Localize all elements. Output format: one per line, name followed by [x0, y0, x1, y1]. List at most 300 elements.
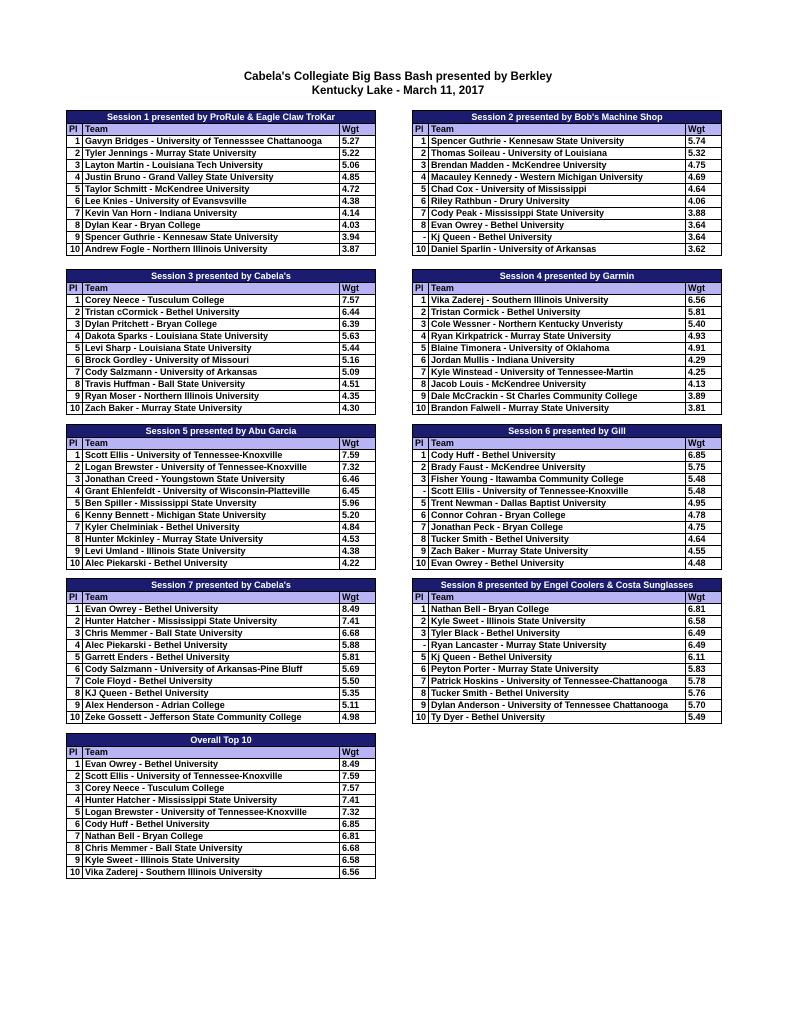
- weight-cell: 6.44: [340, 307, 376, 319]
- table-row: [413, 712, 722, 724]
- team-cell: Cody Salzmann - University of Arkansas: [83, 367, 340, 379]
- weight-cell: 6.49: [685, 640, 721, 652]
- team-cell: Jonathan Creed - Youngstown State University: [83, 474, 340, 486]
- place-cell: 1: [413, 450, 429, 462]
- place-cell: 7: [67, 208, 83, 220]
- table-row: [67, 855, 376, 867]
- team-cell: Zach Baker - Murray State University: [83, 403, 340, 415]
- place-cell: 6: [413, 355, 429, 367]
- table-title: Session 3 presented by Cabela's: [67, 270, 376, 283]
- column-header-pl: Pl: [413, 124, 429, 136]
- column-header-wgt: Wgt: [340, 283, 376, 295]
- place-cell: 6: [67, 664, 83, 676]
- column-header-team: Team: [83, 747, 340, 759]
- table-row: [67, 391, 376, 403]
- table-row: [67, 676, 376, 688]
- table-row: [67, 558, 376, 570]
- place-cell: 1: [413, 136, 429, 148]
- place-cell: 3: [413, 474, 429, 486]
- weight-cell: 5.96: [339, 498, 375, 510]
- team-cell: Chris Memmer - Ball State University: [83, 628, 340, 640]
- table-row: [67, 498, 376, 510]
- standings-table: [412, 110, 722, 256]
- weight-cell: 4.22: [339, 558, 375, 570]
- team-cell: Gavyn Bridges - University of Tennesssee Chattanooga: [83, 136, 340, 148]
- weight-cell: 4.55: [685, 546, 721, 558]
- table-row: [413, 450, 722, 462]
- results-table-session-5: [66, 424, 376, 570]
- weight-cell: 4.03: [339, 220, 375, 232]
- weight-cell: 4.98: [340, 712, 376, 724]
- table-row: [67, 616, 376, 628]
- team-cell: Spencer Guthrie - Kennesaw State University: [429, 136, 686, 148]
- weight-cell: 6.58: [339, 855, 375, 867]
- team-cell: Thomas Soileau - University of Louisiana: [429, 148, 686, 160]
- place-cell: 6: [67, 510, 83, 522]
- place-cell: 8: [67, 688, 83, 700]
- table-row: [67, 184, 376, 196]
- table-row: [413, 664, 722, 676]
- team-cell: Scott Ellis - University of Tennessee-Knoxville: [429, 486, 686, 498]
- team-cell: Brandon Falwell - Murray State University: [429, 403, 686, 415]
- team-cell: Tyler Black - Bethel University: [429, 628, 686, 640]
- weight-cell: 4.72: [339, 184, 375, 196]
- team-cell: Vika Zaderej - Southern Illinois University: [429, 295, 686, 307]
- table-row: [67, 759, 376, 771]
- team-cell: Chad Cox - University of Mississippi: [429, 184, 686, 196]
- place-cell: 4: [67, 331, 83, 343]
- weight-cell: 4.30: [340, 403, 376, 415]
- table-row: [413, 232, 722, 244]
- column-header-team: Team: [83, 438, 340, 450]
- standings-table: [66, 424, 376, 570]
- place-cell: 10: [413, 558, 429, 570]
- weight-cell: 6.45: [339, 486, 375, 498]
- column-header-team: Team: [429, 592, 686, 604]
- place-cell: 10: [67, 244, 83, 256]
- table-row: [413, 534, 722, 546]
- team-cell: Levi Umland - Illinois State University: [83, 546, 340, 558]
- weight-cell: 4.95: [685, 498, 721, 510]
- place-cell: 6: [413, 510, 429, 522]
- weight-cell: 6.49: [685, 628, 721, 640]
- team-cell: Nathan Bell - Bryan College: [83, 831, 340, 843]
- weight-cell: 8.49: [340, 604, 376, 616]
- place-cell: 1: [67, 450, 83, 462]
- team-cell: Macauley Kennedy - Western Michigan University: [429, 172, 686, 184]
- column-header-team: Team: [429, 283, 686, 295]
- place-cell: 7: [67, 522, 83, 534]
- column-header-wgt: Wgt: [339, 124, 375, 136]
- weight-cell: 5.40: [685, 319, 721, 331]
- weight-cell: 4.75: [685, 160, 721, 172]
- results-table-session-1: [66, 110, 376, 256]
- place-cell: 1: [67, 136, 83, 148]
- weight-cell: 5.32: [685, 148, 721, 160]
- team-cell: Tristan Cormick - Bethel University: [429, 307, 686, 319]
- table-row: [413, 546, 722, 558]
- team-cell: Patrick Hoskins - University of Tennessee-Chattanooga: [429, 676, 686, 688]
- table-row: [67, 307, 376, 319]
- place-cell: 6: [413, 196, 429, 208]
- team-cell: Kevin Van Horn - Indiana University: [83, 208, 340, 220]
- team-cell: Hunter Mckinley - Murray State University: [83, 534, 340, 546]
- place-cell: -: [413, 232, 429, 244]
- place-cell: 7: [67, 367, 83, 379]
- team-cell: Blaine Timonera - University of Oklahoma: [429, 343, 686, 355]
- team-cell: Corey Neece - Tusculum College: [83, 295, 340, 307]
- weight-cell: 5.06: [339, 160, 375, 172]
- place-cell: 4: [67, 486, 83, 498]
- weight-cell: 4.38: [339, 546, 375, 558]
- table-row: [67, 843, 376, 855]
- weight-cell: 4.75: [685, 522, 721, 534]
- place-cell: 4: [413, 172, 429, 184]
- team-cell: Cole Floyd - Bethel University: [83, 676, 340, 688]
- team-cell: Kyle Winstead - University of Tennessee-Martin: [429, 367, 686, 379]
- table-row: [413, 676, 722, 688]
- weight-cell: 6.56: [685, 295, 721, 307]
- table-row: [413, 379, 722, 391]
- weight-cell: 6.85: [339, 819, 375, 831]
- place-cell: 10: [413, 403, 429, 415]
- place-cell: 8: [67, 220, 83, 232]
- team-cell: Taylor Schmitt - McKendree University: [83, 184, 340, 196]
- place-cell: 6: [413, 664, 429, 676]
- place-cell: 5: [67, 498, 83, 510]
- table-row: [67, 534, 376, 546]
- column-header-team: Team: [83, 592, 340, 604]
- place-cell: 1: [413, 295, 429, 307]
- column-header-pl: Pl: [413, 283, 429, 295]
- team-cell: Jordan Mullis - Indiana University: [429, 355, 686, 367]
- weight-cell: 6.39: [340, 319, 376, 331]
- place-cell: 3: [413, 628, 429, 640]
- table-row: [67, 546, 376, 558]
- table-row: [67, 331, 376, 343]
- team-cell: Justin Bruno - Grand Valley State University: [83, 172, 340, 184]
- team-cell: Ryan Lancaster - Murray State University: [429, 640, 686, 652]
- weight-cell: 5.49: [685, 712, 721, 724]
- standings-table: [412, 424, 722, 570]
- weight-cell: 5.88: [340, 640, 376, 652]
- column-header-team: Team: [429, 438, 686, 450]
- column-header-wgt: Wgt: [340, 592, 376, 604]
- team-cell: Kyle Sweet - Illinois State University: [429, 616, 686, 628]
- table-row: [67, 208, 376, 220]
- place-cell: -: [413, 640, 429, 652]
- table-row: [413, 220, 722, 232]
- table-row: [67, 160, 376, 172]
- place-cell: 5: [67, 652, 83, 664]
- team-cell: Ty Dyer - Bethel University: [429, 712, 686, 724]
- team-cell: Cody Salzmann - University of Arkansas-Pine Bluff: [83, 664, 340, 676]
- team-cell: Zach Baker - Murray State University: [429, 546, 686, 558]
- table-row: [413, 616, 722, 628]
- weight-cell: 5.70: [685, 700, 721, 712]
- weight-cell: 4.78: [685, 510, 721, 522]
- place-cell: 9: [413, 700, 429, 712]
- weight-cell: 5.74: [685, 136, 721, 148]
- place-cell: 5: [413, 652, 429, 664]
- team-cell: Scott Ellis - University of Tennessee-Knoxville: [83, 771, 340, 783]
- table-row: [67, 486, 376, 498]
- table-row: [67, 232, 376, 244]
- team-cell: Hunter Hatcher - Mississippi State University: [83, 795, 340, 807]
- place-cell: 10: [67, 712, 83, 724]
- place-cell: 9: [413, 391, 429, 403]
- column-header-wgt: Wgt: [685, 124, 721, 136]
- weight-cell: 8.49: [339, 759, 375, 771]
- weight-cell: 6.68: [339, 843, 375, 855]
- team-cell: Garrett Enders - Bethel University: [83, 652, 340, 664]
- place-cell: 1: [67, 604, 83, 616]
- table-row: [413, 486, 722, 498]
- team-cell: Alec Piekarski - Bethel University: [83, 558, 340, 570]
- table-row: [67, 474, 376, 486]
- table-row: [413, 604, 722, 616]
- table-row: [413, 498, 722, 510]
- weight-cell: 7.57: [339, 783, 375, 795]
- team-cell: Brendan Madden - McKendree University: [429, 160, 686, 172]
- team-cell: Brady Faust - McKendree University: [429, 462, 686, 474]
- team-cell: Evan Owrey - Bethel University: [83, 604, 340, 616]
- weight-cell: 5.50: [340, 676, 376, 688]
- column-header-wgt: Wgt: [685, 438, 721, 450]
- results-table-session-4: [412, 269, 722, 415]
- table-row: [413, 558, 722, 570]
- weight-cell: 3.88: [685, 208, 721, 220]
- weight-cell: 3.64: [685, 232, 721, 244]
- weight-cell: 3.62: [685, 244, 721, 256]
- table-row: [67, 807, 376, 819]
- place-cell: 3: [67, 474, 83, 486]
- place-cell: 4: [67, 172, 83, 184]
- column-header-pl: Pl: [67, 124, 83, 136]
- team-cell: Alec Piekarski - Bethel University: [83, 640, 340, 652]
- weight-cell: 4.64: [685, 534, 721, 546]
- team-cell: Logan Brewster - University of Tennessee-Knoxville: [83, 807, 340, 819]
- team-cell: Layton Martin - Louisiana Tech University: [83, 160, 340, 172]
- results-table-session-6: [412, 424, 722, 570]
- column-header-pl: Pl: [67, 592, 83, 604]
- table-row: [413, 172, 722, 184]
- place-cell: 5: [67, 343, 83, 355]
- team-cell: Trent Newman - Dallas Baptist University: [429, 498, 686, 510]
- place-cell: 2: [413, 616, 429, 628]
- place-cell: 10: [67, 403, 83, 415]
- table-row: [67, 712, 376, 724]
- place-cell: 2: [413, 307, 429, 319]
- team-cell: Vika Zaderej - Southern Illinois University: [83, 867, 340, 879]
- team-cell: Cody Peak - Mississippi State University: [429, 208, 686, 220]
- team-cell: Cody Huff - Bethel University: [83, 819, 340, 831]
- table-row: [413, 244, 722, 256]
- weight-cell: 4.38: [339, 196, 375, 208]
- place-cell: 8: [413, 379, 429, 391]
- table-row: [67, 783, 376, 795]
- table-row: [67, 510, 376, 522]
- team-cell: Tucker Smith - Bethel University: [429, 688, 686, 700]
- table-row: [67, 795, 376, 807]
- weight-cell: 6.46: [339, 474, 375, 486]
- place-cell: 5: [67, 184, 83, 196]
- team-cell: KJ Queen - Bethel University: [83, 688, 340, 700]
- table-row: [67, 148, 376, 160]
- table-title: Session 7 presented by Cabela's: [67, 579, 376, 592]
- standings-table: [412, 269, 722, 415]
- results-table-session-8: [412, 578, 722, 724]
- weight-cell: 5.81: [685, 307, 721, 319]
- weight-cell: 5.69: [340, 664, 376, 676]
- weight-cell: 5.22: [339, 148, 375, 160]
- place-cell: 7: [67, 676, 83, 688]
- standings-table: [66, 110, 376, 256]
- team-cell: Fisher Young - Itawamba Community College: [429, 474, 686, 486]
- column-header-pl: Pl: [67, 283, 83, 295]
- place-cell: 9: [67, 855, 83, 867]
- weight-cell: 5.78: [685, 676, 721, 688]
- column-header-wgt: Wgt: [339, 438, 375, 450]
- table-row: [67, 244, 376, 256]
- table-row: [67, 136, 376, 148]
- table-row: [413, 319, 722, 331]
- column-header-pl: Pl: [67, 438, 83, 450]
- table-row: [67, 831, 376, 843]
- place-cell: 8: [67, 843, 83, 855]
- team-cell: Spencer Guthrie - Kennesaw State University: [83, 232, 340, 244]
- team-cell: Dylan Kear - Bryan College: [83, 220, 340, 232]
- team-cell: Peyton Porter - Murray State University: [429, 664, 686, 676]
- table-row: [67, 522, 376, 534]
- place-cell: 8: [413, 534, 429, 546]
- team-cell: Kyle Sweet - Illinois State University: [83, 855, 340, 867]
- table-title: Session 6 presented by Gill: [413, 425, 722, 438]
- place-cell: 10: [67, 558, 83, 570]
- team-cell: Dakota Sparks - Louisiana State University: [83, 331, 340, 343]
- place-cell: 10: [67, 867, 83, 879]
- table-row: [67, 379, 376, 391]
- team-cell: Zeke Gossett - Jefferson State Community College: [83, 712, 340, 724]
- table-row: [413, 462, 722, 474]
- table-row: [67, 604, 376, 616]
- weight-cell: 4.53: [339, 534, 375, 546]
- team-cell: Jonathan Peck - Bryan College: [429, 522, 686, 534]
- place-cell: 2: [67, 307, 83, 319]
- column-header-team: Team: [83, 283, 340, 295]
- table-row: [67, 640, 376, 652]
- results-table-overall-top-10: [66, 733, 376, 879]
- table-row: [67, 172, 376, 184]
- place-cell: 1: [67, 759, 83, 771]
- team-cell: Hunter Hatcher - Mississippi State University: [83, 616, 340, 628]
- team-cell: Andrew Fogle - Northern Illinois University: [83, 244, 340, 256]
- team-cell: Tyler Jennings - Murray State University: [83, 148, 340, 160]
- table-row: [67, 688, 376, 700]
- table-title: Session 2 presented by Bob's Machine Shop: [413, 111, 722, 124]
- standings-table: [412, 578, 722, 724]
- weight-cell: 5.81: [340, 652, 376, 664]
- place-cell: 3: [67, 628, 83, 640]
- weight-cell: 4.14: [339, 208, 375, 220]
- team-cell: Alex Henderson - Adrian College: [83, 700, 340, 712]
- weight-cell: 7.59: [339, 450, 375, 462]
- place-cell: 9: [67, 700, 83, 712]
- place-cell: 7: [413, 676, 429, 688]
- table-row: [413, 688, 722, 700]
- place-cell: 5: [413, 184, 429, 196]
- table-row: [67, 355, 376, 367]
- place-cell: 5: [413, 343, 429, 355]
- team-cell: Tristan cCormick - Bethel University: [83, 307, 340, 319]
- weight-cell: 6.56: [339, 867, 375, 879]
- table-row: [413, 184, 722, 196]
- place-cell: 3: [67, 319, 83, 331]
- team-cell: Kyler Chelminiak - Bethel University: [83, 522, 340, 534]
- weight-cell: 6.68: [340, 628, 376, 640]
- weight-cell: 3.87: [339, 244, 375, 256]
- place-cell: 6: [67, 355, 83, 367]
- table-row: [413, 295, 722, 307]
- column-header-team: Team: [83, 124, 340, 136]
- weight-cell: 5.63: [340, 331, 376, 343]
- weight-cell: 4.64: [685, 184, 721, 196]
- weight-cell: 6.11: [685, 652, 721, 664]
- team-cell: Lee Knies - University of Evansvsville: [83, 196, 340, 208]
- place-cell: 7: [413, 208, 429, 220]
- weight-cell: 6.85: [685, 450, 721, 462]
- place-cell: 4: [67, 795, 83, 807]
- column-header-wgt: Wgt: [685, 592, 721, 604]
- team-cell: Evan Owrey - Bethel University: [429, 220, 686, 232]
- team-cell: Brock Gordley - University of Missouri: [83, 355, 340, 367]
- place-cell: 8: [67, 379, 83, 391]
- place-cell: 8: [413, 220, 429, 232]
- place-cell: 3: [413, 319, 429, 331]
- place-cell: 3: [67, 783, 83, 795]
- team-cell: Logan Brewster - University of Tennessee-Knoxville: [83, 462, 340, 474]
- table-row: [413, 522, 722, 534]
- table-row: [67, 343, 376, 355]
- place-cell: 9: [67, 391, 83, 403]
- standings-table: [66, 578, 376, 724]
- column-header-wgt: Wgt: [685, 283, 721, 295]
- team-cell: Travis Huffman - Ball State University: [83, 379, 340, 391]
- weight-cell: 4.84: [339, 522, 375, 534]
- column-header-pl: Pl: [413, 438, 429, 450]
- place-cell: 9: [413, 546, 429, 558]
- weight-cell: 7.41: [340, 616, 376, 628]
- table-row: [413, 208, 722, 220]
- weight-cell: 4.93: [685, 331, 721, 343]
- team-cell: Jacob Louis - McKendree University: [429, 379, 686, 391]
- weight-cell: 4.51: [340, 379, 376, 391]
- table-row: [413, 640, 722, 652]
- place-cell: 2: [67, 616, 83, 628]
- place-cell: 9: [67, 546, 83, 558]
- weight-cell: 4.48: [685, 558, 721, 570]
- weight-cell: 4.13: [685, 379, 721, 391]
- weight-cell: 6.81: [685, 604, 721, 616]
- table-row: [67, 700, 376, 712]
- team-cell: Daniel Sparlin - University of Arkansas: [429, 244, 686, 256]
- table-row: [67, 628, 376, 640]
- team-cell: Nathan Bell - Bryan College: [429, 604, 686, 616]
- weight-cell: 5.76: [685, 688, 721, 700]
- place-cell: 3: [413, 160, 429, 172]
- table-row: [413, 391, 722, 403]
- weight-cell: 5.48: [685, 486, 721, 498]
